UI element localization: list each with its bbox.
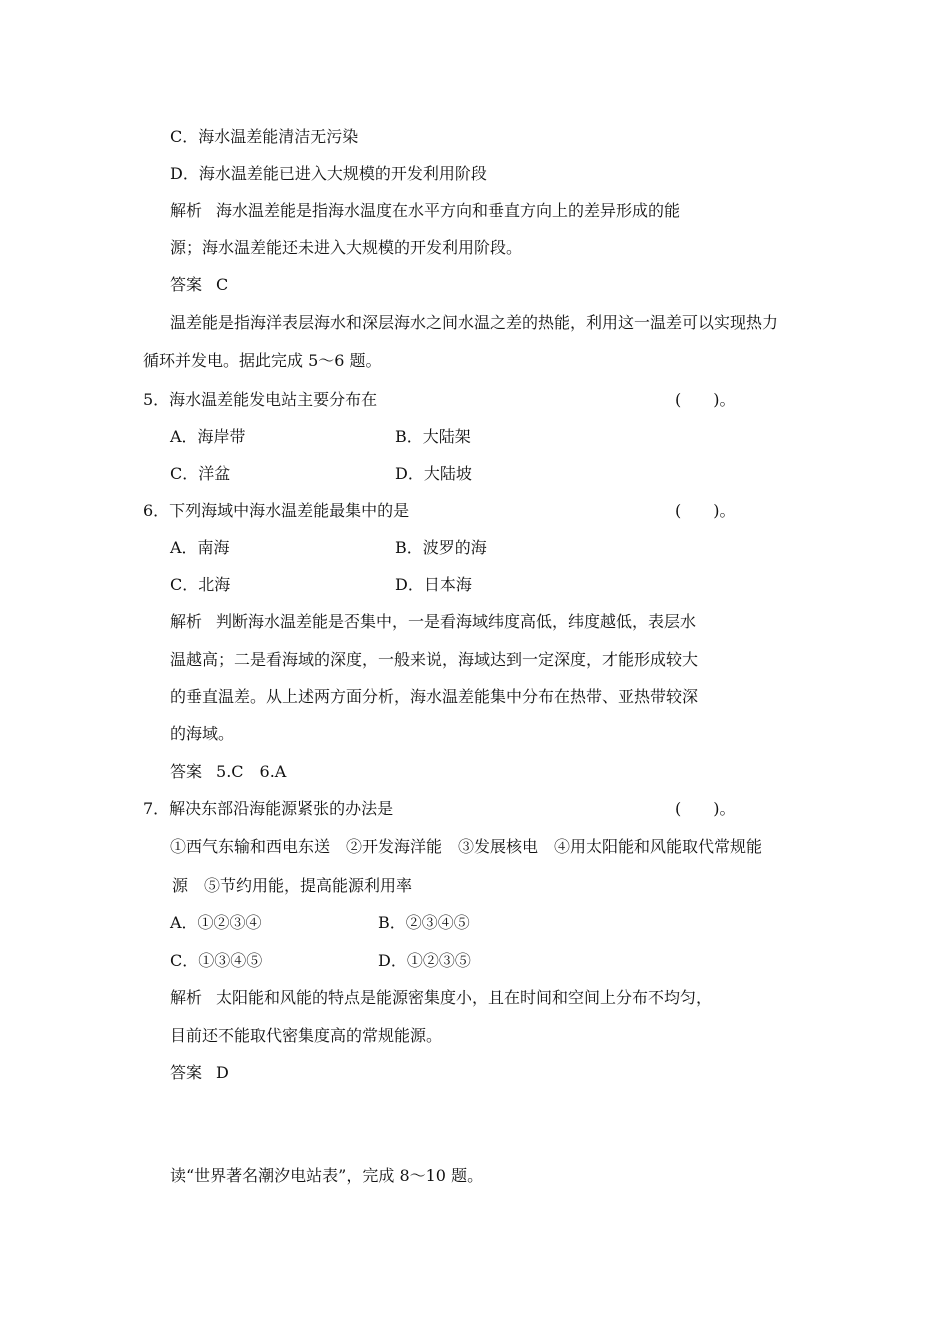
answer-value: 5.C 6.A: [216, 762, 287, 781]
q4-analysis-line2: 源；海水温差能还未进入大规模的开发利用阶段。: [170, 238, 523, 257]
intro-5-6-line1: 温差能是指海洋表层海水和深层海水之间水温之差的热能，利用这一温差可以实现热力: [170, 313, 779, 332]
q4-analysis: [170, 201, 680, 221]
q7-answer-blank: ( )。: [675, 799, 736, 818]
analysis-text: 海水温差能是指海水温度在水平方向和垂直方向上的差异形成的能: [216, 201, 681, 220]
answer-label: 答案: [170, 275, 203, 294]
q7-option-a: A．①②③④: [170, 913, 262, 932]
q7-option-b: B．②③④⑤: [378, 913, 470, 932]
q56-analysis-line4: 的海域。: [170, 724, 235, 743]
q5-option-b: B．大陆架: [395, 427, 471, 446]
q6-option-d: D．日本海: [395, 575, 472, 594]
q5-option-a: A．海岸带: [170, 427, 246, 446]
q6-option-b: B．波罗的海: [395, 538, 487, 557]
analysis-text: 太阳能和风能的特点是能源密集度小，且在时间和空间上分布不均匀，: [216, 988, 713, 1007]
answer-value: C: [216, 275, 229, 294]
q7-option-c: C．①③④⑤: [170, 951, 263, 970]
q7-analysis-line2: 目前还不能取代密集度高的常规能源。: [170, 1026, 443, 1045]
q5-stem: 5．海水温差能发电站主要分布在: [143, 390, 378, 409]
answer-label: 答案: [170, 1063, 203, 1082]
q56-analysis-line2: 温越高；二是看海域的深度，一般来说，海域达到一定深度，才能形成较大: [170, 650, 699, 669]
q6-option-c: C．北海: [170, 575, 231, 594]
q7-answer: [170, 1063, 229, 1083]
analysis-label: 解析: [170, 612, 203, 631]
q7-stem: 7．解决东部沿海能源紧张的办法是: [143, 799, 394, 818]
q5-option-c: C．洋盆: [170, 464, 231, 483]
q6-answer-blank: ( )。: [675, 501, 736, 520]
q6-option-a: A．南海: [170, 538, 230, 557]
q6-stem: 6．下列海域中海水温差能最集中的是: [143, 501, 410, 520]
analysis-text: 判断海水温差能是否集中，一是看海域纬度高低，纬度越低，表层水: [216, 612, 697, 631]
q56-analysis-line3: 的垂直温差。从上述两方面分析，海水温差能集中分布在热带、亚热带较深: [170, 687, 699, 706]
q4-answer: [170, 275, 228, 295]
answer-value: D: [216, 1063, 229, 1082]
answer-label: 答案: [170, 762, 203, 781]
q56-analysis: [170, 612, 696, 632]
analysis-label: 解析: [170, 201, 203, 220]
q7-analysis: [170, 988, 712, 1008]
q56-answer: [170, 762, 286, 782]
q5-option-d: D．大陆坡: [395, 464, 472, 483]
q7-items-line1: ①西气东输和西电东送 ②开发海洋能 ③发展核电 ④用太阳能和风能取代常规能: [170, 837, 763, 856]
q4-option-c: C．海水温差能清洁无污染: [170, 127, 359, 146]
q4-option-d: D．海水温差能已进入大规模的开发利用阶段: [170, 164, 487, 183]
q7-option-d: D．①②③⑤: [378, 951, 471, 970]
intro-8-10: 读“世界著名潮汐电站表”，完成 8～10 题。: [170, 1166, 484, 1185]
q5-answer-blank: ( )。: [675, 390, 736, 409]
intro-5-6-line2: 循环并发电。据此完成 5～6 题。: [143, 351, 382, 370]
q7-items-line2: 源 ⑤节约用能，提高能源利用率: [172, 876, 413, 895]
analysis-label: 解析: [170, 988, 203, 1007]
